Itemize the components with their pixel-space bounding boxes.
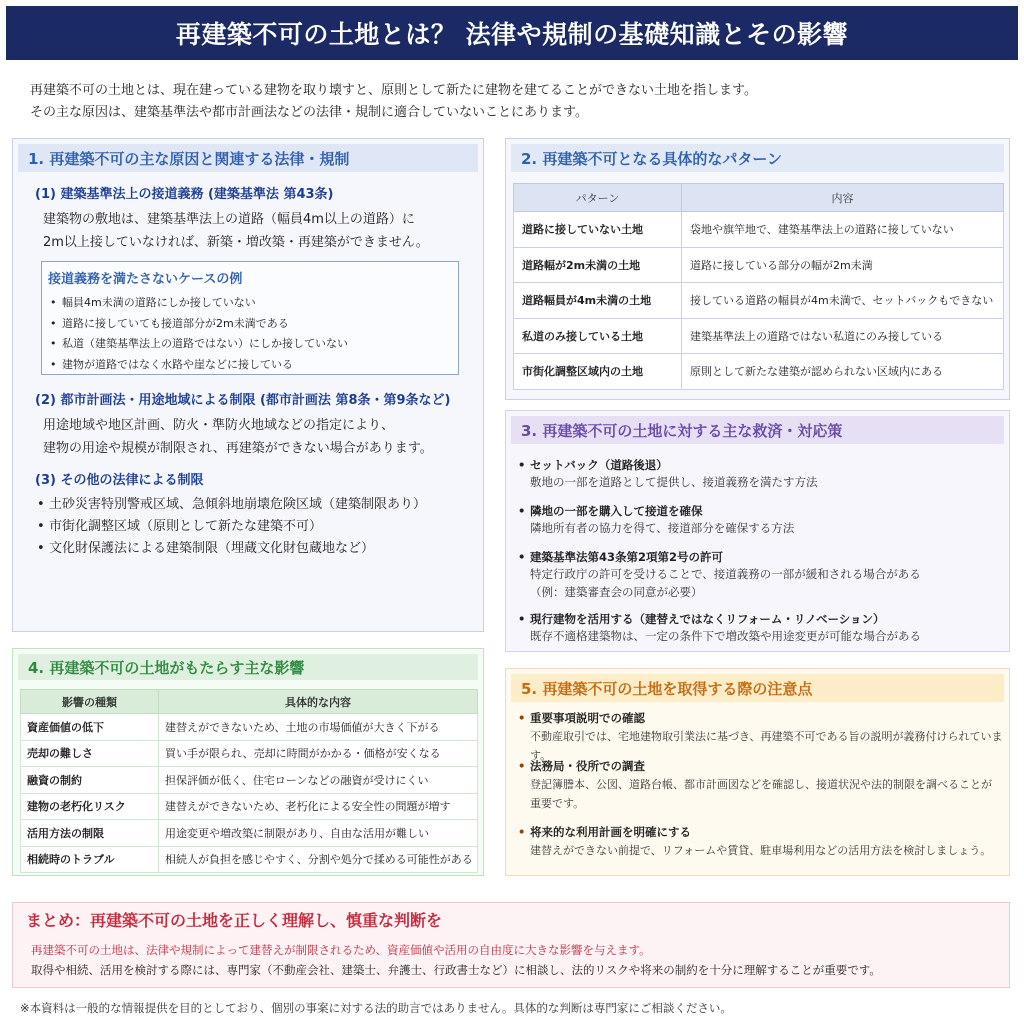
cause-other-laws-heading: (3) その他の法律による制限 [35, 473, 204, 488]
list-item: • 市街化調整区域（原則として新たな建築不可） [35, 516, 426, 538]
table-cell: 買い手が限られ、売却に時間がかかる・価格が安くなる [159, 740, 478, 767]
table-cell: 用途変更や増改築に制限があり、自由な活用が難しい [159, 820, 478, 847]
section-remedies [505, 410, 1010, 652]
table-row [21, 793, 478, 820]
column-header: 内容 [682, 184, 1004, 212]
table-row [21, 714, 478, 741]
list-item: • 私道（建築基準法上の道路ではない）にしか接していない [48, 334, 452, 355]
table-cell: 道路幅員が4m未満の土地 [514, 283, 682, 319]
text-line: 建物の用途や規模が制限され、再建築ができない場合があります。 [43, 441, 433, 456]
note-desc: 建替えができない前提で、リフォームや賃貸、駐車場利用などの活用方法を検討しましょう。 [530, 844, 992, 857]
remedy-item [518, 503, 794, 537]
table-row [514, 212, 1004, 248]
remedy-item [518, 457, 818, 491]
table-cell: 道路幅が2m未満の土地 [514, 247, 682, 283]
text-line: 2m以上接していなければ、新築・増改築・再建築ができません。 [43, 235, 429, 250]
table-row [514, 247, 1004, 283]
case-examples-box [41, 261, 459, 375]
table-cell: 接している道路の幅員が4m未満で、セットバックもできない [682, 283, 1004, 319]
table-row [514, 283, 1004, 319]
disclaimer: ※本資料は一般的な情報提供を目的としており、個別の事案に対する法的助言ではありません。具体的な判断は専門家にご相談ください。 [20, 1001, 732, 1015]
table-cell: 資産価値の低下 [21, 714, 159, 741]
table-cell: 袋地や旗竿地で、建築基準法上の道路に接していない [682, 212, 1004, 248]
table-cell: 相続時のトラブル [21, 846, 159, 873]
text-line: 建築物の敷地は、建築基準法上の道路（幅員4m以上の道路）に [43, 212, 415, 227]
table-header-row [21, 690, 478, 714]
table-cell: 道路に接していない土地 [514, 212, 682, 248]
cause-city-planning-text [35, 414, 450, 460]
remedy-desc: 隣地所有者の協力を得て、接道部分を確保する方法 [530, 521, 795, 535]
list-item: • 建物が道路ではなく水路や崖などに接している [48, 355, 452, 376]
table-row [21, 846, 478, 873]
summary-title: まとめ：再建築不可の土地を正しく理解し、慎重な判断を [26, 910, 443, 930]
section-impacts-title: 4. 再建築不可の土地がもたらす主な影響 [18, 654, 478, 680]
note-heading: • 重要事項説明での確認 [518, 709, 1006, 727]
remedy-desc: 特定行政庁の許可を受けることで、接道義務の一部が緩和される場合がある [530, 567, 921, 581]
remedy-heading: • 現行建物を活用する（建替えではなくリフォーム・リノベーション） [518, 611, 921, 627]
table-cell: 建替えができないため、土地の市場価値が大きく下がる [159, 714, 478, 741]
note-heading: • 将来的な利用計画を明確にする [518, 823, 1006, 841]
summary-box [12, 902, 1010, 988]
table-cell: 建替えができないため、老朽化による安全性の問題が増す [159, 793, 478, 820]
note-desc: 不動産取引では、宅地建物取引業法に基づき、再建築不可である旨の説明が義務付けられています。 [530, 730, 1003, 762]
column-header: 具体的な内容 [159, 690, 478, 714]
list-item: • 文化財保護法による建築制限（埋蔵文化財包蔵地など） [35, 538, 426, 560]
note-desc: 重要です。 [530, 797, 585, 810]
intro-line-1: 再建築不可の土地とは、現在建っている建物を取り壊すと、原則として新たに建物を建てることができない土地を指します。 [30, 83, 757, 98]
section-acquisition-notes-title: 5. 再建築不可の土地を取得する際の注意点 [511, 674, 1004, 702]
table-cell: 市街化調整区域内の土地 [514, 354, 682, 390]
cause-road-access [35, 183, 429, 254]
remedy-desc: 既存不適格建築物は、一定の条件下で増改築や用途変更が可能な場合がある [530, 629, 921, 643]
column-header: パターン [514, 184, 682, 212]
intro-line-2: その主な原因は、建築基準法や都市計画法などの法律・規制に適合していないことにあります。 [30, 105, 588, 120]
cause-road-access-text [35, 208, 429, 254]
table-row [21, 740, 478, 767]
page-title-banner [6, 6, 1018, 60]
table-row [514, 318, 1004, 354]
column-header: 影響の種類 [21, 690, 159, 714]
section-impacts [12, 648, 484, 876]
page-title: 再建築不可の土地とは？ 法律や規制の基礎知識とその影響 [175, 20, 849, 49]
impacts-table [20, 689, 478, 873]
table-row [514, 354, 1004, 390]
remedy-desc: （例：建築審査会の同意が必要） [530, 585, 703, 599]
remedy-item [518, 611, 921, 645]
section-patterns-title: 2. 再建築不可となる具体的なパターン [511, 144, 1004, 172]
table-cell: 相続人が負担を感じやすく、分割や処分で揉める可能性がある [159, 846, 478, 873]
table-cell: 活用方法の制限 [21, 820, 159, 847]
remedy-heading: • 隣地の一部を購入して接道を確保 [518, 503, 794, 519]
intro-text [30, 80, 1010, 124]
summary-line-2: 取得や相続、活用を検討する際には、専門家（不動産会社、建築士、弁護士、行政書士など）に相談し、法的リスクや将来の制約を十分に理解することが重要です。 [31, 963, 881, 977]
section-patterns [505, 138, 1010, 400]
section-remedies-title: 3. 再建築不可の土地に対する主な救済・対応策 [511, 416, 1004, 444]
cause-road-access-heading: (1) 建築基準法上の接道義務 (建築基準法 第43条) [35, 187, 334, 202]
remedy-desc: 敷地の一部を道路として提供し、接道義務を満たす方法 [530, 475, 818, 489]
section-causes-title: 1. 再建築不可の主な原因と関連する法律・規制 [18, 144, 478, 172]
table-cell: 建物の老朽化リスク [21, 793, 159, 820]
cause-city-planning-heading: (2) 都市計画法・用途地域による制限 (都市計画法 第8条・第9条など) [35, 393, 451, 408]
table-cell: 売却の難しさ [21, 740, 159, 767]
list-item: • 土砂災害特別警戒区域、急傾斜地崩壊危険区域（建築制限あり） [35, 494, 426, 516]
table-cell: 私道のみ接している土地 [514, 318, 682, 354]
note-item [518, 823, 1006, 860]
cause-other-laws [35, 469, 426, 560]
note-desc: 登記簿謄本、公図、道路台帳、都市計画図などを確認し、接道状況や法的制限を調べることが [530, 778, 992, 791]
section-acquisition-notes [505, 668, 1010, 876]
remedy-item [518, 549, 921, 601]
list-item: • 幅員4m未満の道路にしか接していない [48, 293, 452, 314]
remedy-heading: • 建築基準法第43条第2項第2号の許可 [518, 549, 921, 565]
table-cell: 融資の制約 [21, 767, 159, 794]
list-item: • 道路に接していても接道部分が2m未満である [48, 314, 452, 335]
table-row [21, 820, 478, 847]
table-cell: 道路に接している部分の幅が2m未満 [682, 247, 1004, 283]
other-laws-list [35, 494, 426, 560]
table-cell: 建築基準法上の道路ではない私道にのみ接している [682, 318, 1004, 354]
case-examples-list [48, 293, 452, 375]
remedy-heading: • セットバック（道路後退） [518, 457, 818, 473]
text-line: 用途地域や地区計画、防火・準防火地域などの指定により、 [43, 418, 395, 433]
table-row [21, 767, 478, 794]
summary-line-1: 再建築不可の土地は、法律や規制によって建替えが制限されるため、資産価値や活用の自由度に大きな影響を与えます。 [31, 943, 651, 957]
case-examples-title: 接道義務を満たさないケースの例 [48, 272, 243, 287]
patterns-table [513, 183, 1004, 390]
section-causes [12, 138, 484, 632]
table-cell: 担保評価が低く、住宅ローンなどの融資が受けにくい [159, 767, 478, 794]
note-heading: • 法務局・役所での調査 [518, 757, 1006, 775]
table-header-row [514, 184, 1004, 212]
note-item [518, 757, 1006, 813]
cause-city-planning [35, 389, 450, 460]
table-cell: 原則として新たな建築が認められない区域内にある [682, 354, 1004, 390]
